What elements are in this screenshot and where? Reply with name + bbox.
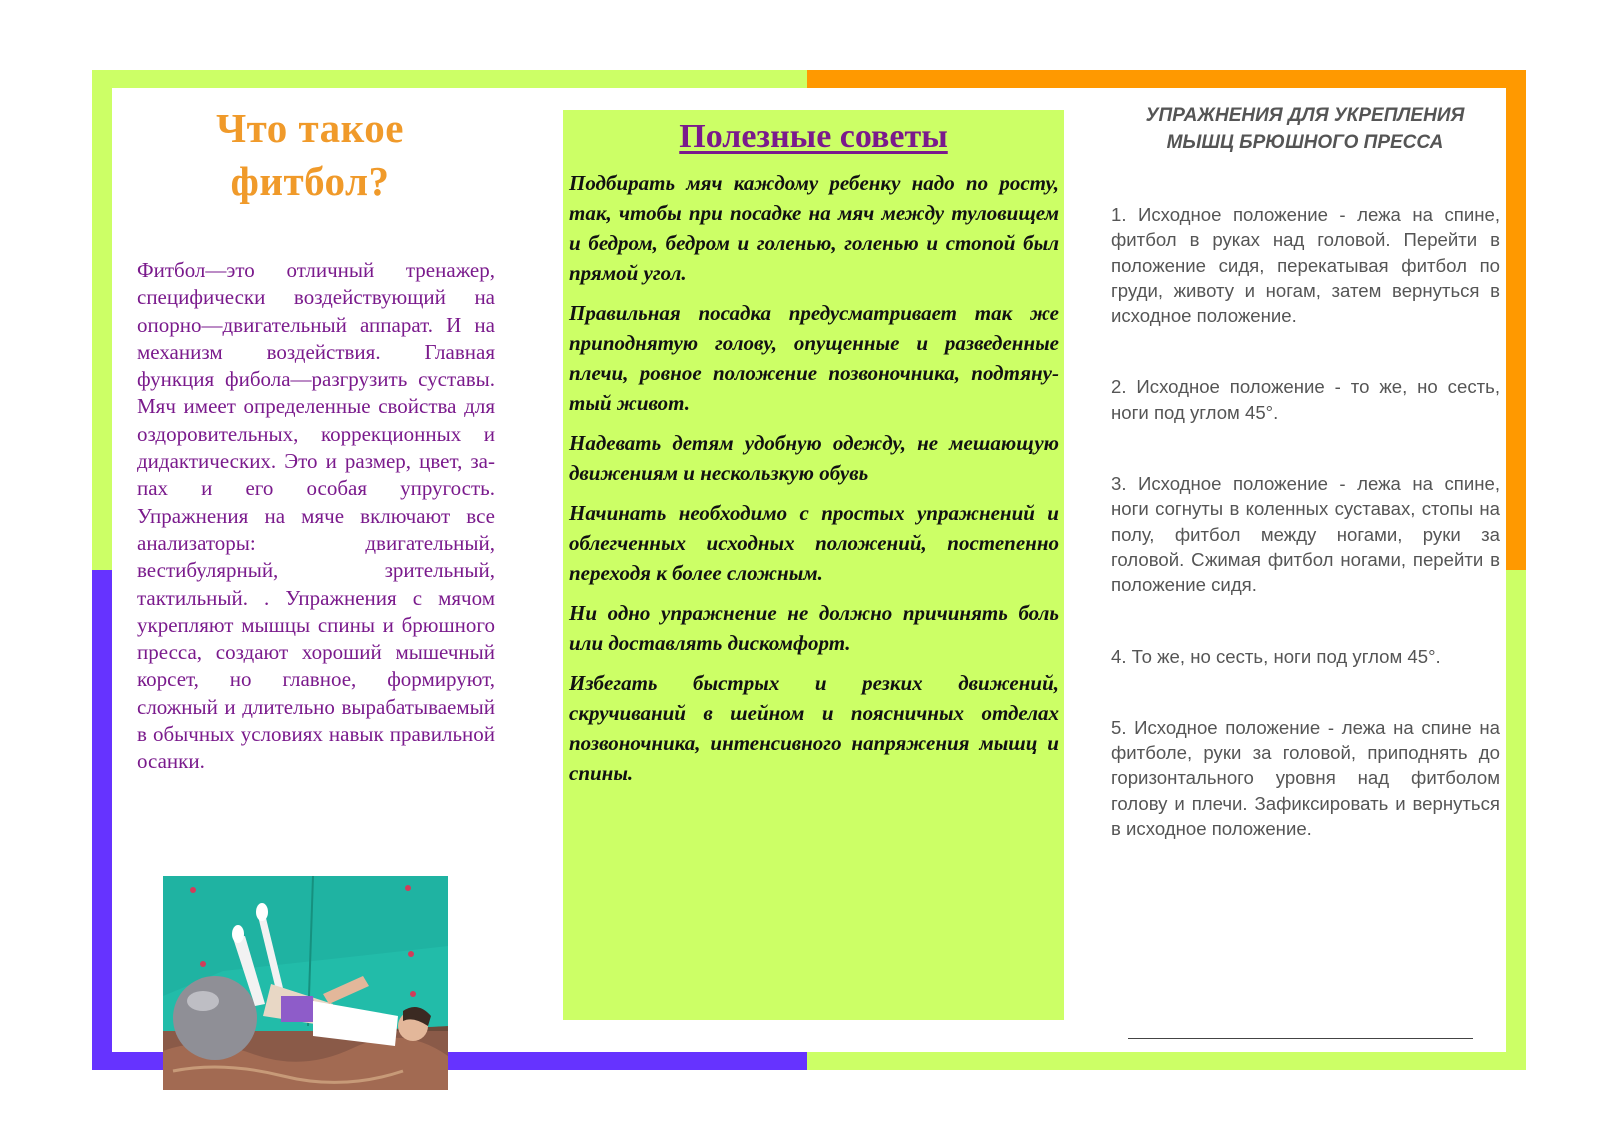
tips-list [569, 168, 1059, 798]
exercise-item: 3. Исходное положение - лежа на спине, ноги согнуты в коленных суставах, стопы на полу, фитбол между ногами, руки за головой. Сжимая фитбол ногами, перейти в положение сидя. [1111, 473, 1500, 596]
frame-band-lime-bottom [807, 1052, 1526, 1070]
left-column-text: Фитбол—это отличный тренажер, специфически воздействующий на опорно—двигательный аппарат. И на механизм воздействия. Главная функция фибола—разгрузить суставы. Мяч имеет определенные свойства для оздоровительных, коррекционных и дидактических. Это и размер, цвет, запах и его особая упругость. Упражнения на мяче включают все анализаторы: двигательный, вестибулярный, зрительный, тактильный. . Упражнения с мячом укрепляют мышцы спины и брюшного пресса, создают хороший мышечный корсет, но главное, формируют, сложный и длительно вырабатываемый в обычных условиях навык правильной осанки. [137, 258, 495, 774]
frame-band-lime-left [92, 70, 112, 570]
exercises-title: УПРАЖНЕНИЯ ДЛЯ УКРЕПЛЕНИЯ МЫШЦ БРЮШНОГО ПРЕССА [1145, 105, 1465, 153]
tip-item: Подбирать мяч каждому ребенку надо по росту, так, чтобы при посадке на мяч между туловищем и бедром, бедром и голенью, голенью и стопой был прямой угол. [569, 171, 1059, 285]
photo-illustration [163, 876, 448, 1090]
exercise-item: 5. Исходное положение - лежа на спине на фитболе, руки за головой, приподнять до горизонтального уровня над фитболом голову и плечи. Зафиксировать и вернуться в исходное положение. [1111, 716, 1500, 840]
left-column-title: Что такое фитбол? [216, 105, 404, 204]
frame-band-orange-top [807, 70, 1526, 88]
tip-item: Правильная посадка предусматривает так же приподнятую голову, опущенные и разведенные плечи, ровное положение позвоночника, подтянутый живот. [569, 301, 1059, 415]
frame-band-lime-top [92, 70, 807, 88]
tip-item: Надевать детям удобную одежду, не мешающую движениям и нескользкую обувь [569, 431, 1059, 485]
exercise-item: 1. Исходное положение - лежа на спине, фитбол в руках над головой. Перейти в положение сидя, перекатывая фитбол по груди, животу и ногам, затем вернуться в исходное положение. [1111, 204, 1500, 327]
signature-line [1128, 1038, 1473, 1039]
tip-item: Ни одно упражнение не должно причинять боль или доставлять дискомфорт. [569, 601, 1059, 655]
frame-band-purple-left [92, 570, 112, 1070]
exercise-item: 4. То же, но сесть, ноги под углом 45°. [1111, 645, 1441, 667]
tips-title: Полезные советы [679, 118, 948, 155]
fitball-exercise-photo [163, 876, 448, 1090]
exercise-item: 2. Исходное положение - то же, но сесть, ноги под углом 45°. [1111, 376, 1500, 423]
tip-item: Избегать быстрых и резких движений, скручиваний в шейном и поясничных отделах позвоночника, интенсивного напряжения мышц и спины. [569, 671, 1059, 785]
frame-band-orange-right [1506, 70, 1526, 570]
frame-band-lime-right [1506, 570, 1526, 1070]
exercises-list [1111, 202, 1500, 841]
tip-item: Начинать необходимо с простых упражнений и облегченных исходных положений, постепенно переходя к более сложным. [569, 501, 1059, 585]
